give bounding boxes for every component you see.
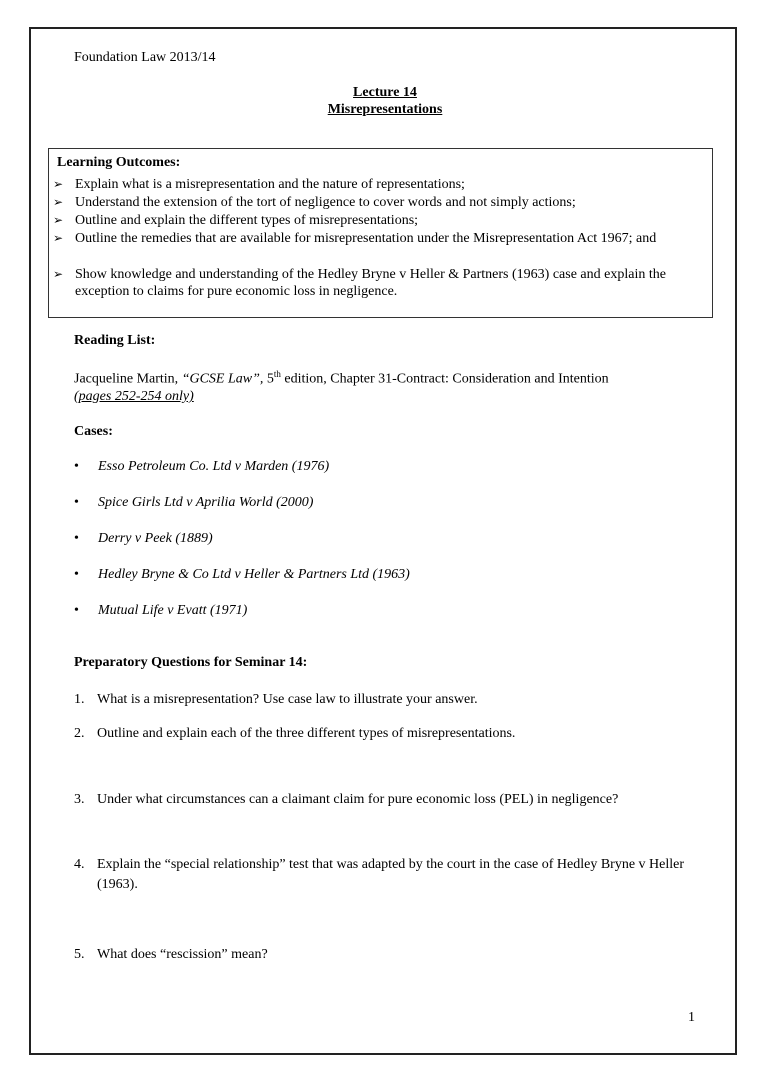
question-item: [74, 690, 714, 710]
questions-heading: Preparatory Questions for Seminar 14:: [74, 655, 308, 670]
lecture-topic: Misrepresentations: [327, 102, 443, 117]
question-text: Explain the “special relationship” test that was adapted by the court in the case of Hedley Bryne v Heller (1963).: [97, 857, 685, 892]
question-text: Under what circumstances can a claimant claim for pure economic loss (PEL) in negligence?: [97, 792, 619, 807]
reading-list-heading: Reading List:: [74, 333, 156, 348]
bullet-dot-icon: •: [74, 459, 79, 474]
arrow-bullet-icon: ➢: [53, 231, 64, 245]
case-item: • Mutual Life v Evatt (1971): [74, 603, 248, 618]
bullet-dot-icon: •: [74, 603, 79, 618]
reading-list-entry: [74, 369, 609, 388]
bullet-dot-icon: •: [74, 567, 79, 582]
learning-outcomes-title: Learning Outcomes:: [57, 155, 181, 170]
page-number: 1: [688, 1010, 695, 1025]
question-text: Outline and explain each of the three different types of misrepresentations.: [97, 726, 516, 741]
case-item: • Esso Petroleum Co. Ltd v Marden (1976): [74, 459, 330, 474]
question-item: [74, 724, 714, 744]
question-text: What does “rescission” mean?: [97, 947, 268, 962]
arrow-bullet-icon: ➢: [53, 177, 64, 191]
reading-edition-suffix: th: [273, 369, 281, 379]
learning-outcome-item: ➢ Show knowledge and understanding of the Hedley Bryne v Heller & Partners (1963) case and explain the exception to claims for pure economic loss in negligence.: [53, 267, 666, 299]
case-item: • Derry v Peek (1889): [74, 531, 213, 546]
question-item: [74, 790, 714, 810]
arrow-bullet-icon: ➢: [53, 213, 64, 227]
question-item: [74, 855, 714, 895]
case-item: • Spice Girls Ltd v Aprilia World (2000): [74, 495, 314, 510]
bullet-dot-icon: •: [74, 531, 79, 546]
question-number: 3.: [74, 792, 85, 807]
question-number: 2.: [74, 726, 85, 741]
arrow-bullet-icon: ➢: [53, 267, 64, 281]
bullet-dot-icon: •: [74, 495, 79, 510]
learning-outcome-item: ➢ Outline the remedies that are available for misrepresentation under the Misrepresentation Act 1967; and: [53, 231, 657, 246]
case-item: • Hedley Bryne & Co Ltd v Heller & Partners Ltd (1963): [74, 567, 410, 582]
question-number: 5.: [74, 947, 85, 962]
reading-edition-number: 5: [263, 371, 274, 387]
question-number: 1.: [74, 692, 85, 707]
learning-outcome-item: ➢ Understand the extension of the tort of negligence to cover words and not simply actions;: [53, 195, 576, 210]
question-number: 4.: [74, 857, 85, 872]
arrow-bullet-icon: ➢: [53, 195, 64, 209]
reading-edition-details: edition, Chapter 31-Contract: Consideration and Intention: [280, 371, 609, 387]
learning-outcome-item: ➢ Outline and explain the different types of misrepresentations;: [53, 213, 419, 228]
learning-outcome-item: ➢ Explain what is a misrepresentation and the nature of representations;: [53, 177, 465, 192]
reading-author: Jacqueline Martin,: [74, 371, 182, 387]
reading-pages: (pages 252-254 only): [74, 389, 194, 404]
question-text: What is a misrepresentation? Use case law to illustrate your answer.: [97, 692, 478, 707]
cases-heading: Cases:: [74, 424, 113, 439]
question-item: [74, 945, 714, 965]
lecture-number: Lecture 14: [353, 85, 417, 100]
course-title: Foundation Law 2013/14: [74, 50, 216, 65]
learning-outcomes-box: [48, 148, 713, 318]
reading-book-title: “GCSE Law”,: [181, 371, 264, 387]
